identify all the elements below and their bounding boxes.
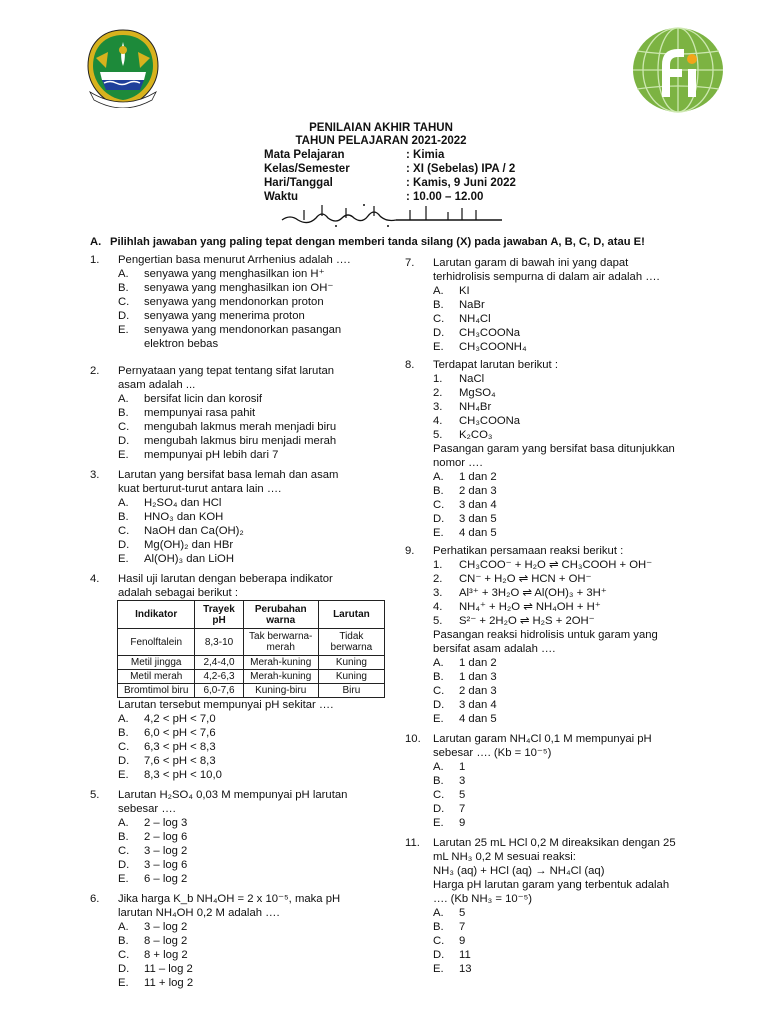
option-b[interactable] [118,282,333,296]
option-d[interactable] [118,963,193,977]
option-letter: D. [433,699,445,711]
basmalah-calligraphy [276,202,504,228]
option-letter: B. [118,727,129,739]
option-letter: D. [118,755,130,767]
option-letter: B. [433,921,444,933]
option-text: 3 – log 6 [144,859,188,871]
option-letter: 1. [433,373,443,385]
option-letter: E. [433,713,444,725]
option-text: 5 [459,907,466,919]
option-e[interactable] [118,977,193,991]
option-text: CH₃COONa [459,327,521,339]
option-b[interactable] [118,935,187,949]
option-d[interactable] [118,755,216,769]
option-c[interactable] [433,685,497,699]
list-item [433,587,607,601]
option-text: senyawa yang menerima proton [144,310,305,322]
exam-meta [264,148,516,204]
option-c[interactable] [118,421,336,435]
option-text: 3 dan 4 [459,499,497,511]
option-c[interactable] [118,296,324,310]
option-text: CH₃COONH₄ [459,341,527,353]
option-letter: B. [118,831,129,843]
option-text: 3 [459,775,466,787]
option-c[interactable] [118,845,187,859]
exam-titles [0,122,768,148]
option-e[interactable] [433,817,465,831]
option-text: 7,6 < pH < 8,3 [144,755,216,767]
option-c[interactable] [118,949,188,963]
option-text: NH₄⁺ + H₂O ⇌ NH₄OH + H⁺ [459,601,601,613]
option-text: mengubah lakmus biru menjadi merah [144,435,337,447]
option-a[interactable] [118,713,216,727]
option-e[interactable] [118,769,222,783]
option-text: 8 + log 2 [144,949,188,961]
option-letter: C. [118,421,130,433]
option-a[interactable] [433,657,497,671]
option-letter: E. [118,769,129,781]
option-b[interactable] [433,485,497,499]
option-a[interactable] [433,761,465,775]
option-letter: C. [433,789,445,801]
option-letter: A. [433,285,444,297]
table-header: Indikator [118,601,195,629]
option-text: 11 + log 2 [144,977,194,989]
option-letter: E. [433,817,444,829]
option-letter: E. [118,324,129,336]
option-e-continued [118,338,218,352]
option-text: Al³⁺ + 3H₂O ⇌ Al(OH)₃ + 3H⁺ [459,587,607,599]
option-letter: E. [118,977,129,989]
school-year: TAHUN PELAJARAN 2021-2022 [295,135,467,147]
table-row: Bromtimol biru 6,0-7,6 Kuning-biru Biru [118,684,385,698]
option-text: Al(OH)₃ dan LiOH [144,553,234,565]
option-text: Mg(OH)₂ dan HBr [144,539,234,551]
option-text: 4,2 < pH < 7,0 [144,713,216,725]
option-letter: B. [118,935,129,947]
west-java-emblem-logo [86,28,160,108]
option-letter: A. [433,471,444,483]
option-text: 9 [459,817,466,829]
option-b[interactable] [433,921,465,935]
fi-school-logo [632,27,724,113]
option-text: 8 – log 2 [144,935,188,947]
table-row: Fenolftalein 8,3-10 Tak berwarna-merah Tidak berwarna [118,629,385,656]
option-text: senyawa yang menghasilkan ion OH⁻ [144,282,334,294]
option-letter: E. [433,527,444,539]
option-d[interactable] [118,310,305,324]
option-b[interactable] [433,299,485,313]
option-text: CN⁻ + H₂O ⇌ HCN + OH⁻ [459,573,592,585]
option-letter: C. [433,499,445,511]
option-text: 3 – log 2 [144,845,188,857]
list-item [433,601,601,615]
option-letter: B. [433,671,444,683]
option-letter: D. [433,949,445,961]
option-letter: D. [118,963,130,975]
list-item [433,415,520,429]
option-text: 2 dan 3 [459,485,497,497]
option-e[interactable] [118,873,187,887]
option-d[interactable] [118,539,233,553]
option-letter: A. [118,393,129,405]
option-text: H₂SO₄ dan HCl [144,497,222,509]
option-text: 7 [459,803,466,815]
option-text: 4 dan 5 [459,527,497,539]
option-text: KI [459,285,470,297]
option-text: NH₄Cl [459,313,491,325]
option-letter: C. [433,313,445,325]
option-a[interactable] [118,268,325,282]
option-e[interactable] [118,324,341,338]
option-text: senyawa yang mendonorkan pasangan [144,324,342,336]
option-text: 3 – log 2 [144,921,188,933]
option-letter: C. [118,525,130,537]
option-e[interactable] [433,341,527,355]
meta-row-date: Hari/Tanggal : Kamis, 9 Juni 2022 [264,177,516,189]
option-letter: B. [433,485,444,497]
option-text: K₂CO₃ [459,429,493,441]
option-text: 8,3 < pH < 10,0 [144,769,222,781]
option-text: 9 [459,935,466,947]
table-row: Metil jingga 2,4-4,0 Merah-kuning Kuning [118,656,385,670]
option-letter: B. [118,407,129,419]
option-letter: 3. [433,587,443,599]
option-d[interactable] [433,803,465,817]
section-instruction: A. Pilihlah jawaban yang paling tepat dengan memberi tanda silang (X) pada jawaban A, B, C, D, atau E! [90,236,645,248]
option-letter: E. [118,449,129,461]
option-letter: A. [433,657,444,669]
option-letter: A. [118,713,129,725]
option-text: 3 dan 4 [459,699,497,711]
option-letter: E. [433,341,444,353]
option-text: 4 dan 5 [459,713,497,725]
option-d[interactable] [433,327,520,341]
option-d[interactable] [118,435,336,449]
option-text: 1 dan 3 [459,671,497,683]
option-c[interactable] [433,499,497,513]
option-letter: A. [118,268,129,280]
option-letter: C. [118,741,130,753]
option-e[interactable] [433,963,472,977]
meta-row-class: Kelas/Semester : XI (Sebelas) IPA / 2 [264,163,516,175]
list-item [433,429,492,443]
option-a[interactable] [433,471,497,485]
indicator-table [117,600,385,698]
option-text: senyawa yang mendonorkan proton [144,296,324,308]
table-header: Perubahan warna [243,601,318,629]
option-text: elektron bebas [144,338,219,350]
option-letter: 4. [433,601,443,613]
option-text: mengubah lakmus merah menjadi biru [144,421,337,433]
list-item [433,387,496,401]
option-text: NaBr [459,299,485,311]
option-b[interactable] [118,831,187,845]
option-letter: A. [433,907,444,919]
option-letter: D. [118,859,130,871]
option-c[interactable] [118,525,244,539]
option-e[interactable] [433,527,497,541]
option-text: S²⁻ + 2H₂O ⇌ H₂S + 2OH⁻ [459,615,595,627]
list-item [433,615,595,629]
table-header: Trayek pH [195,601,243,629]
option-text: mempunyai pH lebih dari 7 [144,449,279,461]
option-text: NH₄Br [459,401,492,413]
table-row: Metil merah 4,2-6,3 Merah-kuning Kuning [118,670,385,684]
option-letter: A. [118,817,129,829]
option-letter: C. [433,935,445,947]
option-letter: B. [433,775,444,787]
option-text: 2 dan 3 [459,685,497,697]
exam-title: PENILAIAN AKHIR TAHUN [309,122,453,134]
option-e[interactable] [433,713,497,727]
option-letter: C. [118,296,130,308]
option-letter: E. [118,873,129,885]
option-letter: A. [433,761,444,773]
option-d[interactable] [433,699,497,713]
option-letter: E. [433,963,444,975]
meta-row-time: Waktu : 10.00 – 12.00 [264,191,484,203]
option-c[interactable] [433,313,491,327]
option-letter: 3. [433,401,443,413]
option-letter: D. [433,803,445,815]
option-text: 3 dan 5 [459,513,497,525]
option-d[interactable] [118,859,187,873]
option-e[interactable] [118,449,278,463]
option-text: CH₃COONa [459,415,521,427]
option-letter: 4. [433,415,443,427]
option-text: 2 – log 3 [144,817,188,829]
option-letter: D. [118,435,130,447]
option-b[interactable] [118,511,223,525]
option-letter: B. [118,511,129,523]
option-text: NaOH dan Ca(OH)₂ [144,525,244,537]
option-letter: D. [433,327,445,339]
option-text: 6,0 < pH < 7,6 [144,727,216,739]
option-letter: 2. [433,387,443,399]
list-item [433,401,491,415]
option-b[interactable] [433,775,465,789]
option-letter: B. [118,282,129,294]
option-letter: A. [118,921,129,933]
list-item [433,373,484,387]
option-letter: 1. [433,559,443,571]
list-item [433,559,652,573]
option-a[interactable] [118,921,187,935]
list-item [433,573,592,587]
option-text: 13 [459,963,472,975]
option-b[interactable] [433,671,497,685]
option-b[interactable] [118,407,255,421]
option-text: mempunyai rasa pahit [144,407,256,419]
option-text: MgSO₄ [459,387,496,399]
option-letter: C. [433,685,445,697]
option-letter: C. [118,845,130,857]
option-text: 7 [459,921,466,933]
option-a[interactable] [118,393,262,407]
option-text: 1 [459,761,466,773]
option-text: senyawa yang menghasilkan ion H⁺ [144,268,325,280]
option-letter: D. [118,539,130,551]
option-text: 11 [459,949,471,961]
option-letter: D. [118,310,130,322]
option-d[interactable] [433,513,497,527]
option-e[interactable] [118,553,234,567]
option-letter: A. [118,497,129,509]
option-text: 5 [459,789,466,801]
option-letter: 5. [433,429,443,441]
option-text: 6,3 < pH < 8,3 [144,741,216,753]
option-text: 6 – log 2 [144,873,188,885]
table-header: Larutan [318,601,384,629]
option-c[interactable] [118,741,216,755]
option-letter: 2. [433,573,443,585]
option-letter: D. [433,513,445,525]
option-c[interactable] [433,935,465,949]
option-text: 2 – log 6 [144,831,188,843]
option-text: CH₃COO⁻ + H₂O ⇌ CH₃COOH + OH⁻ [459,559,653,571]
option-text: 1 dan 2 [459,657,497,669]
option-a[interactable] [118,497,221,511]
option-letter: C. [118,949,130,961]
option-letter: B. [433,299,444,311]
option-a[interactable] [118,817,187,831]
option-b[interactable] [118,727,216,741]
option-a[interactable] [433,285,470,299]
option-text: bersifat licin dan korosif [144,393,263,405]
option-text: 1 dan 2 [459,471,497,483]
option-d[interactable] [433,949,471,963]
option-text: NaCl [459,373,485,385]
option-text: 11 – log 2 [144,963,193,975]
option-c[interactable] [433,789,465,803]
meta-row-subject: Mata Pelajaran : Kimia [264,149,445,161]
option-a[interactable] [433,907,465,921]
option-text: HNO₃ dan KOH [144,511,224,523]
option-letter: 5. [433,615,443,627]
option-letter: E. [118,553,129,565]
